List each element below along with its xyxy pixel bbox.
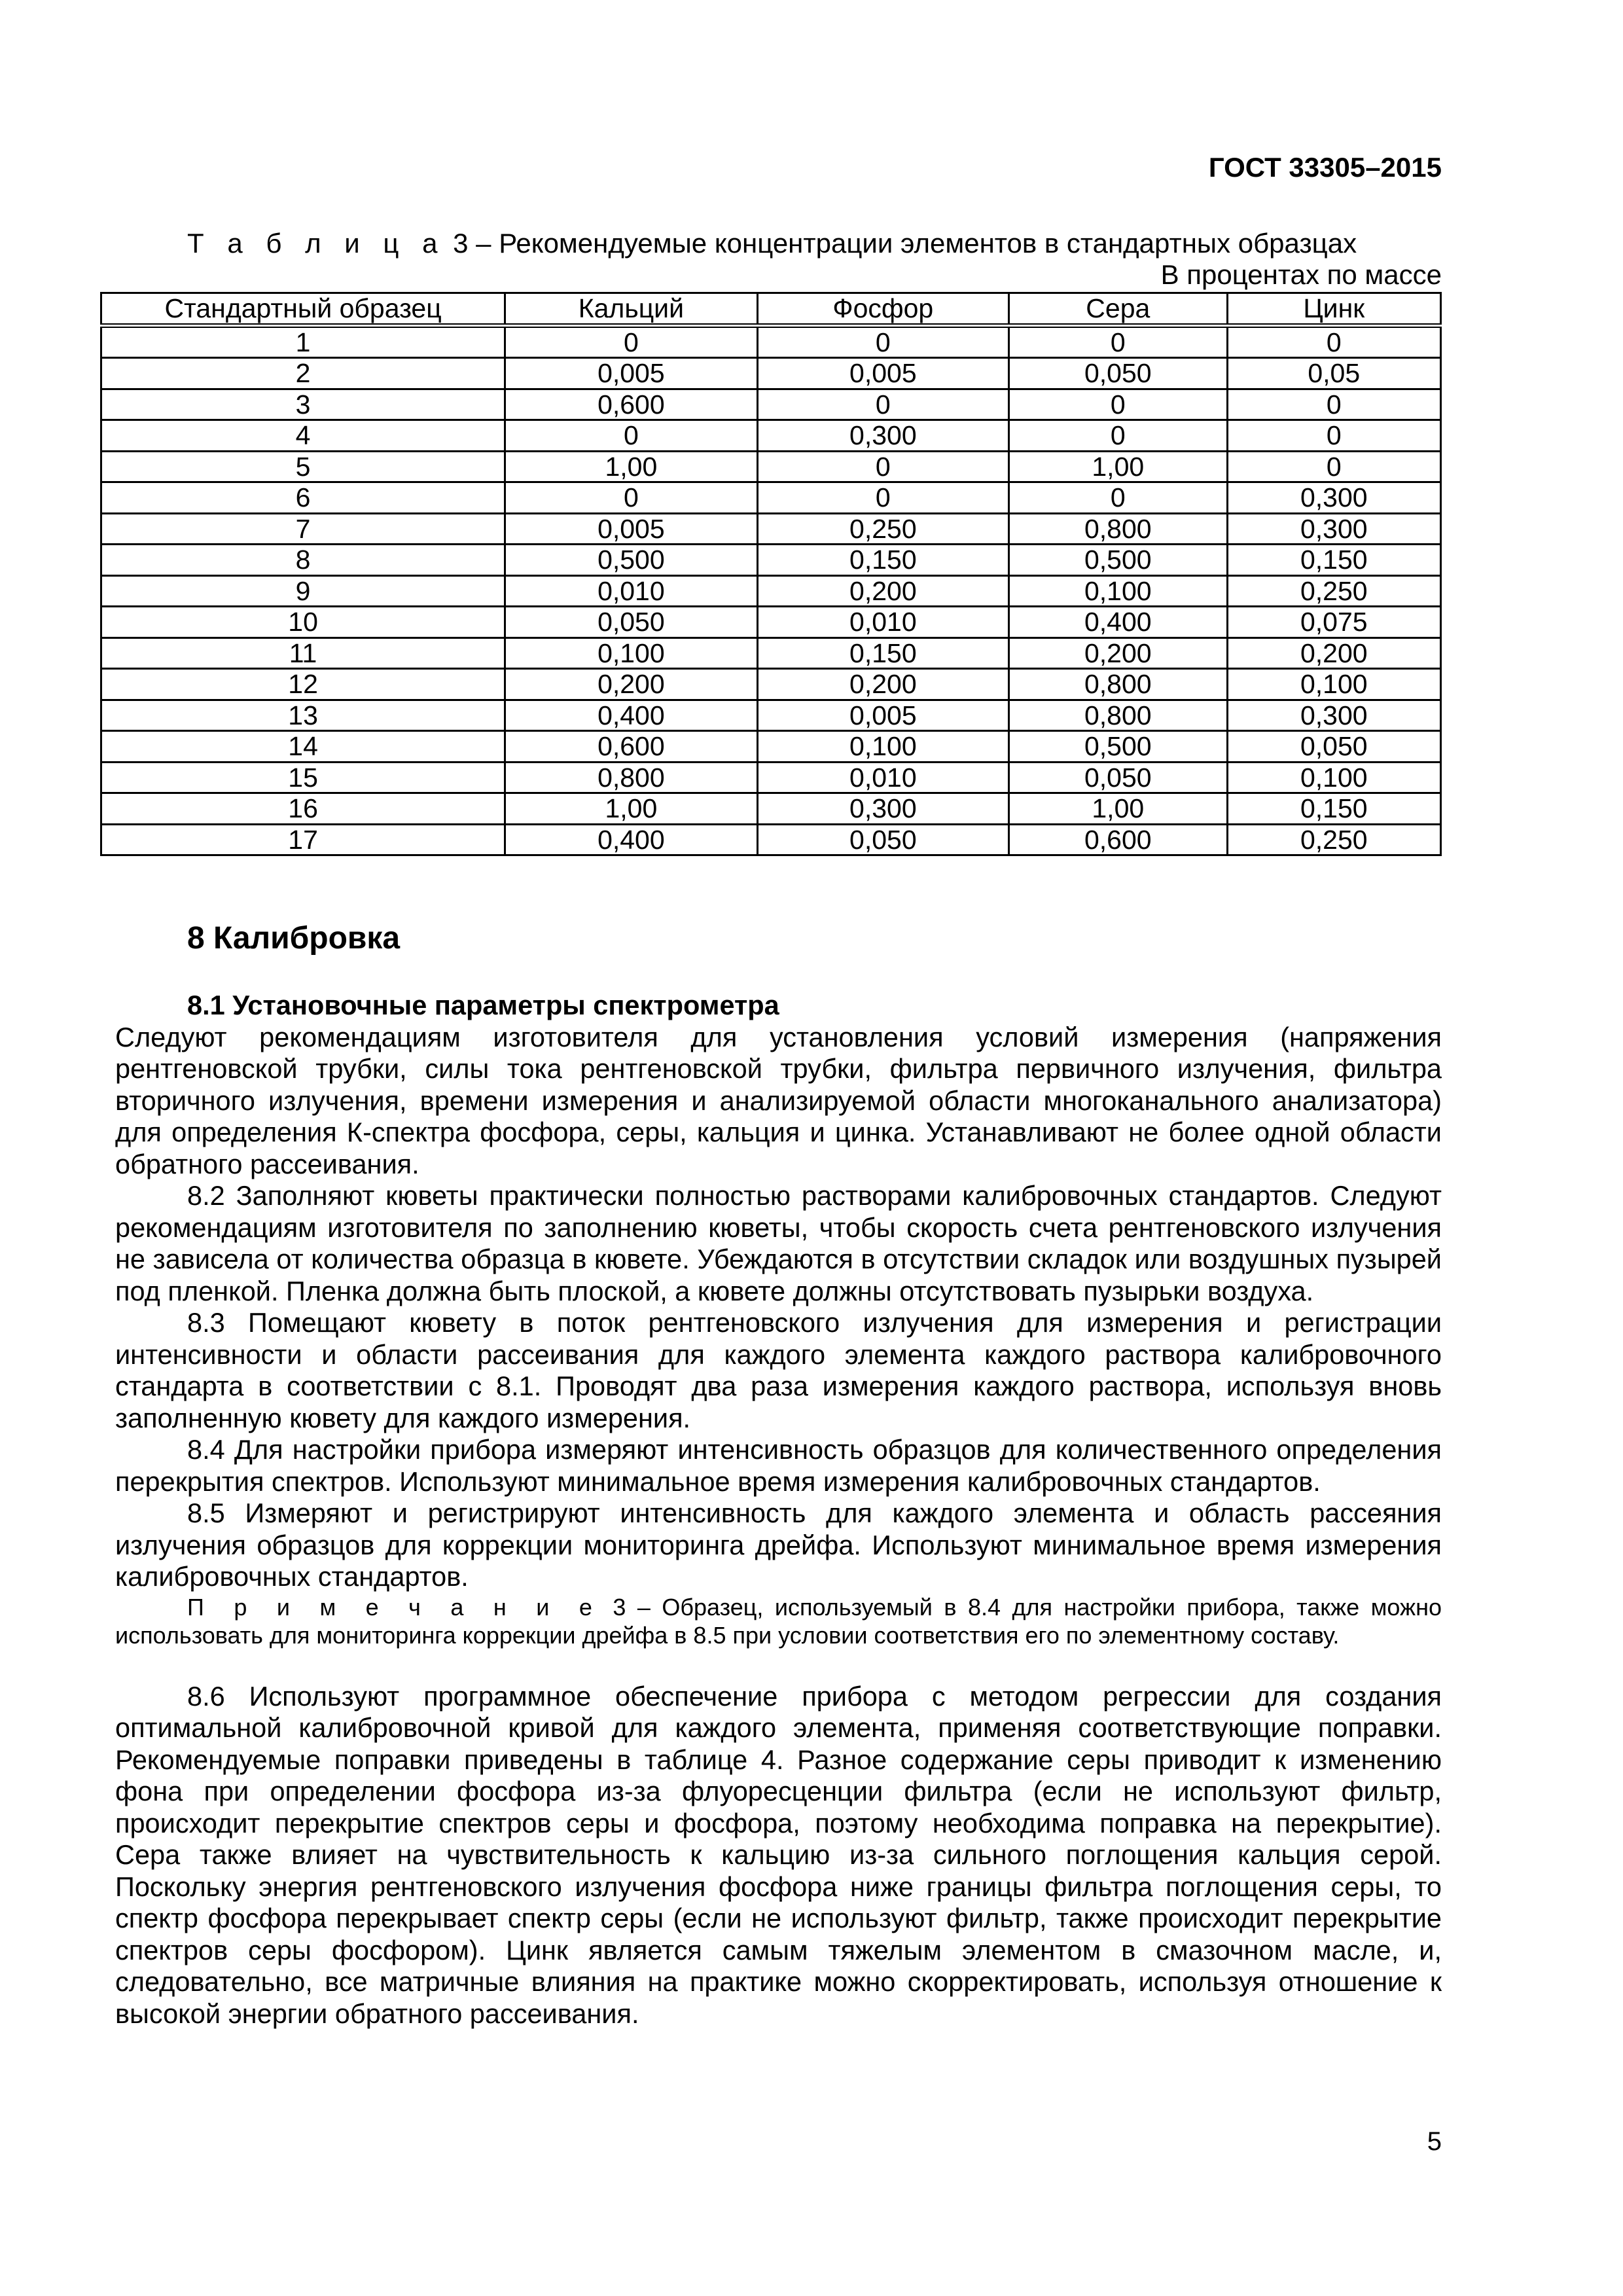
table-cell: 0,250	[757, 513, 1008, 545]
table-cell: 0,010	[505, 575, 757, 607]
table-cell: 10	[101, 607, 505, 638]
table-cell: 0,100	[757, 731, 1008, 762]
table-cell: 0,050	[505, 607, 757, 638]
table-row	[101, 762, 1441, 793]
table-cell: 0,050	[1227, 731, 1440, 762]
table-cell: 0,150	[1227, 545, 1440, 576]
table-row	[101, 824, 1441, 855]
table-cell: 0,250	[1227, 575, 1440, 607]
column-header: Стандартный образец	[101, 293, 505, 326]
table-cell: 0,150	[1227, 793, 1440, 825]
table-cell: 0	[1009, 482, 1227, 514]
table-cell: 0,500	[1009, 545, 1227, 576]
table-header-row	[101, 293, 1441, 326]
table-cell: 0,075	[1227, 607, 1440, 638]
table-cell: 0,500	[1009, 731, 1227, 762]
table-cell: 0,005	[757, 358, 1008, 389]
table-cell: 0,150	[757, 545, 1008, 576]
table-cell: 0,050	[1009, 762, 1227, 793]
table-cell: 0,400	[1009, 607, 1227, 638]
table-row	[101, 358, 1441, 389]
table-cell: 8	[101, 545, 505, 576]
table-cell: 0,150	[757, 637, 1008, 669]
table-cell: 0,400	[505, 824, 757, 855]
table-cell: 0,400	[505, 700, 757, 731]
table-cell: 0,200	[1009, 637, 1227, 669]
table-cell: 0,200	[505, 669, 757, 700]
section-title: 8 Калибровка	[187, 921, 401, 956]
table-cell: 0	[505, 420, 757, 452]
table-cell: 0	[757, 482, 1008, 514]
table-cell: 0,005	[505, 513, 757, 545]
subsection-title: 8.1 Установочные параметры спектрометра	[187, 990, 779, 1020]
table-row	[101, 700, 1441, 731]
table-caption	[187, 228, 1357, 259]
table-cell: 0	[757, 389, 1008, 420]
table-cell: 7	[101, 513, 505, 545]
table-cell: 0	[1227, 451, 1440, 482]
table-cell: 0	[1227, 389, 1440, 420]
table-cell: 0,300	[1227, 482, 1440, 514]
table-cell: 1,00	[1009, 451, 1227, 482]
table-cell: 0,100	[1009, 575, 1227, 607]
paragraph-8-6: 8.6 Используют программное обеспечение прибора с методом регрессии для создания оптимальной калибровочной кривой для каждого элемента, применяя соответствующие поправки. Рекомендуемые поправки приведены в таблице 4. Разное содержание серы приводит к изменению фона при определении фосфора из-за флуоресценции фильтра (если не используют фильтр, происходит перекрытие спектров серы и фосфора, поэтому необходима поправка на перекрытие). Сера также влияет на чувствительность к кальцию из-за сильного поглощения кальция серой. Поскольку энергия рентгеновского излучения фосфора ниже границы фильтра поглощения серы, то спектр фосфора перекрывает спектр серы (если не используют фильтр, также происходит перекрытие спектров серы фосфором). Цинк является самым тяжелым элементом в смазочном масле, и, следовательно, все матричные влияния на практике можно скорректировать, используя отношение к высокой энергии обратного рассеивания.	[115, 1680, 1442, 2029]
table-cell: 1,00	[1009, 793, 1227, 825]
table-cell: 11	[101, 637, 505, 669]
table-cell: 0,200	[757, 669, 1008, 700]
column-header: Цинк	[1227, 293, 1440, 326]
column-header: Сера	[1009, 293, 1227, 326]
table-cell: 0,200	[757, 575, 1008, 607]
table-caption-text: 3 – Рекомендуемые концентрации элементов в стандартных образцах	[453, 228, 1357, 259]
table-cell: 4	[101, 420, 505, 452]
concentration-table	[100, 292, 1442, 856]
table-cell: 0,300	[757, 420, 1008, 452]
table-cell: 0,010	[757, 762, 1008, 793]
document-header: ГОСТ 33305–2015	[1208, 152, 1442, 183]
table-cell: 0,050	[757, 824, 1008, 855]
table-cell: 0,800	[1009, 669, 1227, 700]
table-cell: 0,100	[1227, 669, 1440, 700]
table-cell: 0	[757, 325, 1008, 358]
table-cell: 0,800	[505, 762, 757, 793]
table-row	[101, 669, 1441, 700]
table-cell: 0	[1009, 389, 1227, 420]
table-cell: 6	[101, 482, 505, 514]
table-cell: 16	[101, 793, 505, 825]
table-cell: 0,300	[1227, 700, 1440, 731]
table-cell: 0,100	[1227, 762, 1440, 793]
table-cell: 12	[101, 669, 505, 700]
table-cell: 0,600	[505, 389, 757, 420]
table-cell: 13	[101, 700, 505, 731]
column-header: Кальций	[505, 293, 757, 326]
paragraph-8-3: 8.3 Помещают кювету в поток рентгеновского излучения для измерения и регистрации интенсивности и области рассеивания для каждого элемента каждого раствора калибровочного стандарта в соответствии с 8.1. Проводят два раза измерения каждого раствора, используя вновь заполненную кювету для каждого измерения.	[115, 1307, 1442, 1433]
table-row	[101, 607, 1441, 638]
table-cell: 1,00	[505, 793, 757, 825]
table-cell: 0,600	[1009, 824, 1227, 855]
table-cell: 9	[101, 575, 505, 607]
table-row	[101, 482, 1441, 514]
table-cell: 0,005	[757, 700, 1008, 731]
table-row	[101, 793, 1441, 825]
table-cell: 15	[101, 762, 505, 793]
table-cell: 0,300	[1227, 513, 1440, 545]
table-cell: 0	[1227, 420, 1440, 452]
table-cell: 5	[101, 451, 505, 482]
table-cell: 0	[505, 482, 757, 514]
table-cell: 0,300	[757, 793, 1008, 825]
table-cell: 0	[505, 325, 757, 358]
paragraph-8-2: 8.2 Заполняют кюветы практически полностью растворами калибровочных стандартов. Следуют рекомендациям изготовителя по заполнению кюветы, чтобы скорость счета рентгеновского излучения не зависела от количества образца в кювете. Убеждаются в отсутствии складок или воздушных пузырей под пленкой. Пленка должна быть плоской, а кювете должны отсутствовать пузырьки воздуха.	[115, 1180, 1442, 1306]
table-cell: 1,00	[505, 451, 757, 482]
table-cell: 0	[1009, 420, 1227, 452]
note-label: П р и м е ч а н и е	[187, 1593, 601, 1621]
note-text: 3 – Образец, используемый в 8.4 для настройки прибора, также можно использовать для мониторинга коррекции дрейфа в 8.5 при условии соответствия его по элементному составу.	[115, 1593, 1442, 1649]
table-cell: 14	[101, 731, 505, 762]
table-row	[101, 545, 1441, 576]
table-cell: 0,050	[1009, 358, 1227, 389]
column-header: Фосфор	[757, 293, 1008, 326]
table-row	[101, 325, 1441, 358]
table-cell: 0,500	[505, 545, 757, 576]
table-row	[101, 389, 1441, 420]
table-cell: 17	[101, 824, 505, 855]
paragraph-8-4: 8.4 Для настройки прибора измеряют интенсивность образцов для количественного определения перекрытия спектров. Используют минимальное время измерения калибровочных стандартов.	[115, 1434, 1442, 1497]
table-cell: 0,800	[1009, 700, 1227, 731]
table-cell: 0	[757, 451, 1008, 482]
table-cell: 0,05	[1227, 358, 1440, 389]
table-cell: 0,100	[505, 637, 757, 669]
table-cell: 0,600	[505, 731, 757, 762]
table-cell: 0,250	[1227, 824, 1440, 855]
table-cell: 0	[1009, 325, 1227, 358]
section-body	[115, 990, 1442, 2030]
paragraph-8-5: 8.5 Измеряют и регистрируют интенсивность для каждого элемента и область рассеяния излучения образцов для коррекции мониторинга дрейфа. Используют минимальное время измерения калибровочных стандартов.	[115, 1498, 1442, 1592]
paragraph-8-1: Следуют рекомендациям изготовителя для установления условий измерения (напряжения рентгеновской трубки, силы тока рентгеновской трубки, фильтра первичного излучения, фильтра вторичного излучения, времени измерения и анализируемой области многоканального анализатора) для определения К-спектра фосфора, серы, кальция и цинка. Устанавливают не более одной области обратного рассеивания.	[115, 1021, 1442, 1179]
note	[115, 1593, 1442, 1649]
table-cell: 0,005	[505, 358, 757, 389]
table-cell: 2	[101, 358, 505, 389]
table-cell: 0	[1227, 325, 1440, 358]
table-row	[101, 451, 1441, 482]
table-cell: 1	[101, 325, 505, 358]
table-row	[101, 637, 1441, 669]
table-cell: 0,010	[757, 607, 1008, 638]
table-cell: 3	[101, 389, 505, 420]
table-cell: 0,200	[1227, 637, 1440, 669]
table-row	[101, 513, 1441, 545]
table-row	[101, 731, 1441, 762]
page-number: 5	[1427, 2127, 1442, 2156]
table-row	[101, 575, 1441, 607]
table-row	[101, 420, 1441, 452]
table-caption-label: Т а б л и ц а	[187, 228, 446, 259]
table-cell: 0,800	[1009, 513, 1227, 545]
table-units: В процентах по массе	[1160, 259, 1442, 290]
